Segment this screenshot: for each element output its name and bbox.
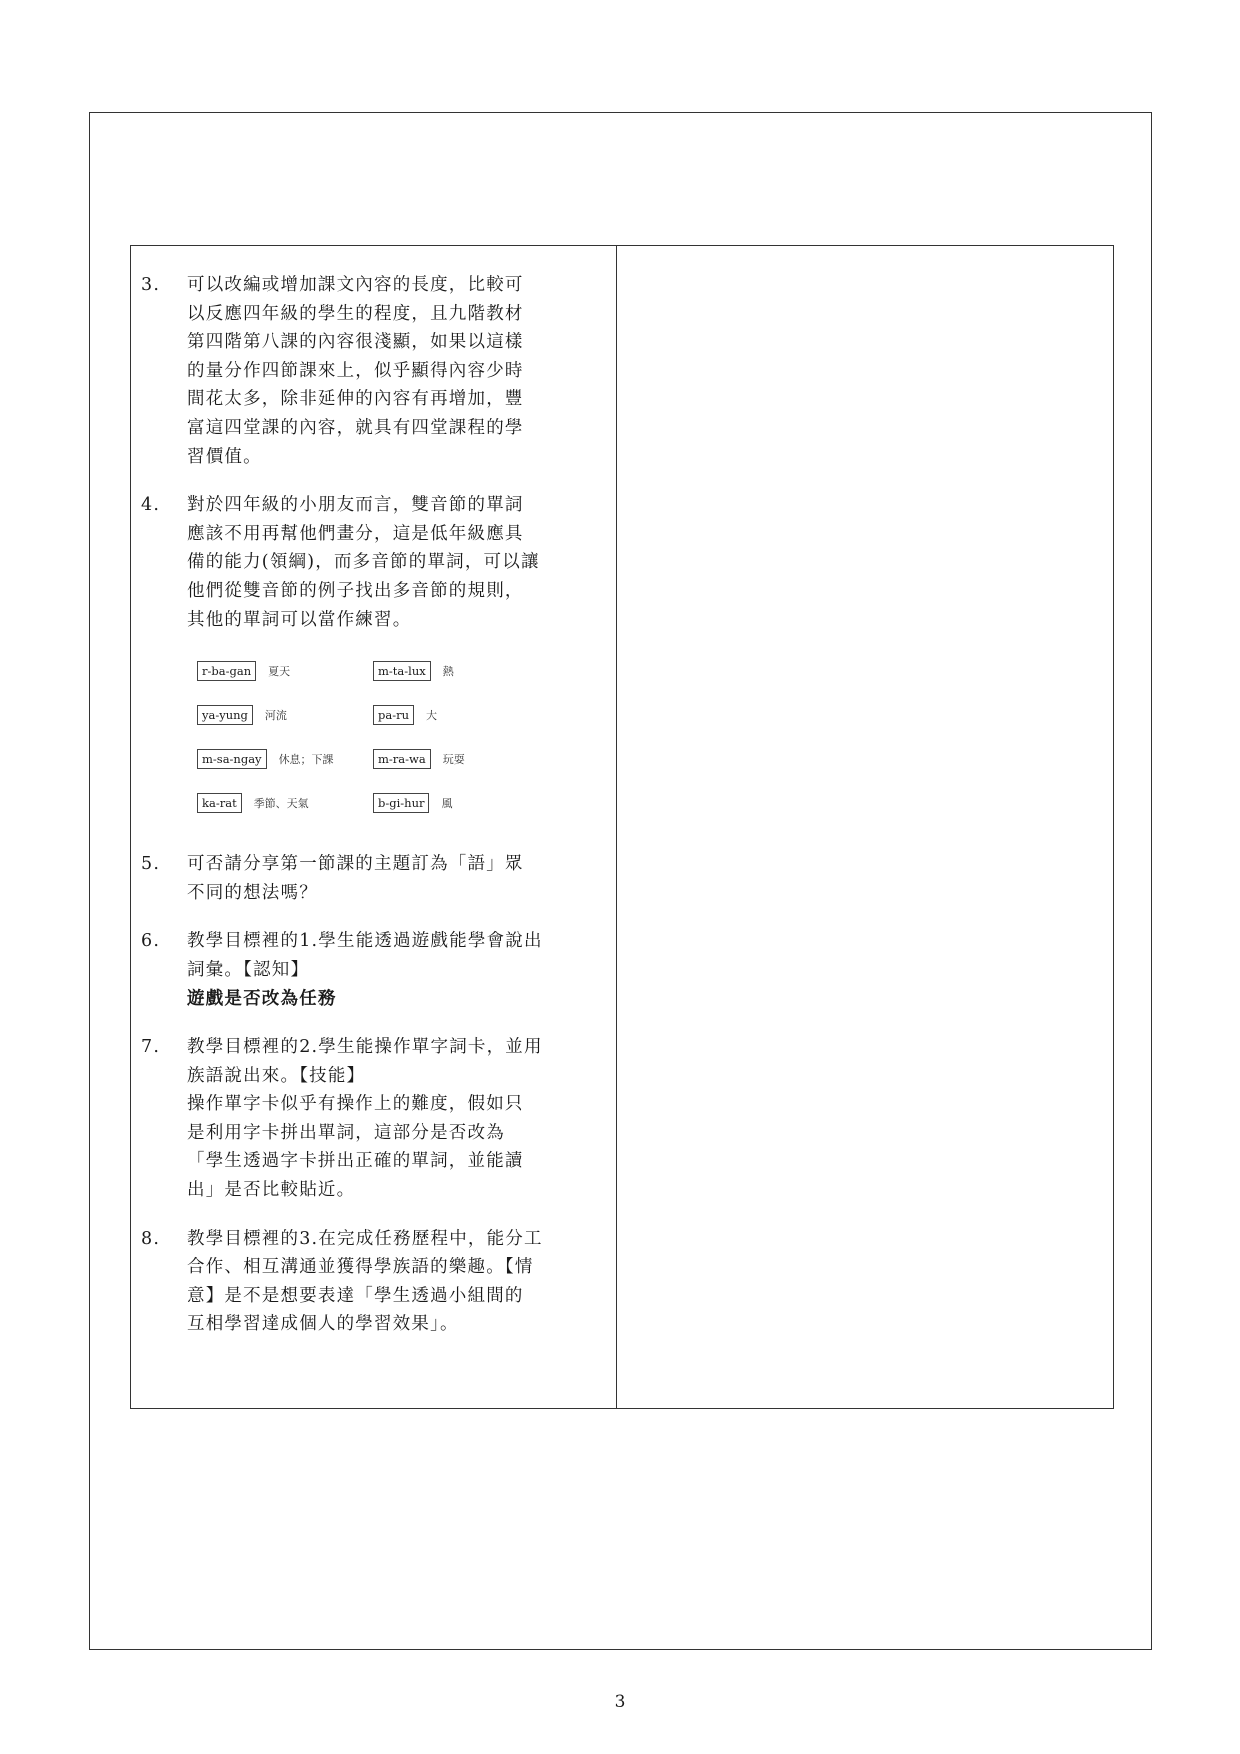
text-line: 其他的單詞可以當作練習。 (187, 609, 412, 630)
bold-suggestion-line: 遊戲是否改為任務 (187, 988, 337, 1009)
vocab-word: ka-rat (197, 793, 242, 813)
text-line: 間花太多，除非延伸的內容有再增加，豐 (187, 389, 524, 410)
column-divider (616, 246, 617, 1408)
vocab-word: r-ba-gan (197, 661, 256, 681)
vocab-entry (373, 791, 563, 815)
vocab-meaning: 休息；下課 (278, 753, 334, 767)
comment-item-4 (141, 491, 604, 634)
vocab-meaning: 風 (441, 797, 453, 811)
item-number: 7. (141, 1037, 161, 1058)
comments-cell (131, 246, 616, 1408)
text-line: 詞彙。【認知】 (187, 959, 310, 980)
vocab-word: m-ta-lux (373, 661, 431, 681)
vocab-entry (373, 747, 563, 771)
item-number: 4. (141, 495, 161, 516)
vocab-entry (373, 659, 563, 683)
text-line: 可否請分享第一節課的主題訂為「語」眾 (187, 854, 524, 875)
vocab-entry (373, 703, 563, 727)
item-text (187, 927, 604, 1013)
feedback-table (130, 245, 1114, 1409)
vocab-word: m-sa-ngay (197, 749, 267, 769)
text-line: 教學目標裡的3.在完成任務歷程中，能分工 (187, 1228, 543, 1249)
text-line: 以反應四年級的學生的程度，且九階教材 (187, 303, 524, 324)
text-line: 習價值。 (187, 446, 262, 467)
text-line: 他們從雙音節的例子找出多音節的規則， (187, 580, 524, 601)
page-number: 3 (614, 1692, 626, 1712)
vocab-word: pa-ru (373, 705, 414, 725)
text-line: 備的能力(領綱)，而多音節的單詞，可以讓 (187, 552, 540, 573)
vocab-entry (197, 747, 373, 771)
response-cell (618, 246, 1113, 1408)
vocab-entry (197, 703, 373, 727)
text-line: 教學目標裡的1.學生能透過遊戲能學會說出 (187, 931, 543, 952)
text-line: 教學目標裡的2.學生能操作單字詞卡，並用 (187, 1037, 543, 1058)
vocab-meaning: 季節、天氣 (253, 797, 309, 811)
text-line: 操作單字卡似乎有操作上的難度，假如只 (187, 1094, 524, 1115)
vocab-entry (197, 659, 373, 683)
text-line: 意】是不是想要表達「學生透過小組間的 (187, 1285, 524, 1306)
comment-item-7 (141, 1033, 604, 1205)
vocab-meaning: 夏天 (268, 665, 291, 679)
text-line: 出」是否比較貼近。 (187, 1180, 356, 1201)
comment-item-6 (141, 927, 604, 1013)
item-text (187, 1225, 604, 1339)
text-line: 「學生透過字卡拼出正確的單詞，並能讀 (187, 1151, 524, 1172)
text-line: 族語說出來。【技能】 (187, 1065, 366, 1086)
item-number: 3. (141, 275, 161, 295)
text-line: 不同的想法嗎？ (187, 882, 318, 903)
vocab-meaning: 大 (426, 709, 438, 723)
text-line: 的量分作四節課來上，似乎顯得內容少時 (187, 360, 524, 381)
item-number: 5. (141, 854, 161, 875)
vocabulary-examples (197, 659, 604, 815)
vocab-word: m-ra-wa (373, 749, 431, 769)
vocab-meaning: 玩耍 (442, 753, 465, 767)
vocab-entry (197, 791, 373, 815)
item-number: 6. (141, 931, 161, 952)
item-text (187, 491, 604, 634)
text-line: 合作、相互溝通並獲得學族語的樂趣。【情 (187, 1257, 534, 1278)
text-line: 互相學習達成個人的學習效果」。 (187, 1314, 459, 1335)
vocab-word: ya-yung (197, 705, 253, 725)
item-number: 8. (141, 1228, 161, 1249)
comment-item-3 (141, 271, 604, 471)
text-line: 富這四堂課的內容，就具有四堂課程的學 (187, 417, 524, 438)
text-line: 可以改編或增加課文內容的長度，比較可 (187, 275, 524, 295)
text-line: 第四階第八課的內容很淺顯，如果以這樣 (187, 332, 524, 353)
text-line: 是利用字卡拼出單詞，這部分是否改為 (187, 1122, 505, 1143)
comment-item-8 (141, 1225, 604, 1339)
vocab-word: b-gi-hur (373, 793, 429, 813)
item-text (187, 271, 604, 471)
item-text (187, 850, 604, 907)
item-text (187, 1033, 604, 1205)
text-line: 對於四年級的小朋友而言，雙音節的單詞 (187, 495, 524, 516)
vocab-meaning: 河流 (264, 709, 287, 723)
text-line: 應該不用再幫他們畫分，這是低年級應具 (187, 523, 524, 544)
comment-item-5 (141, 850, 604, 907)
vocab-meaning: 熱 (442, 665, 454, 679)
